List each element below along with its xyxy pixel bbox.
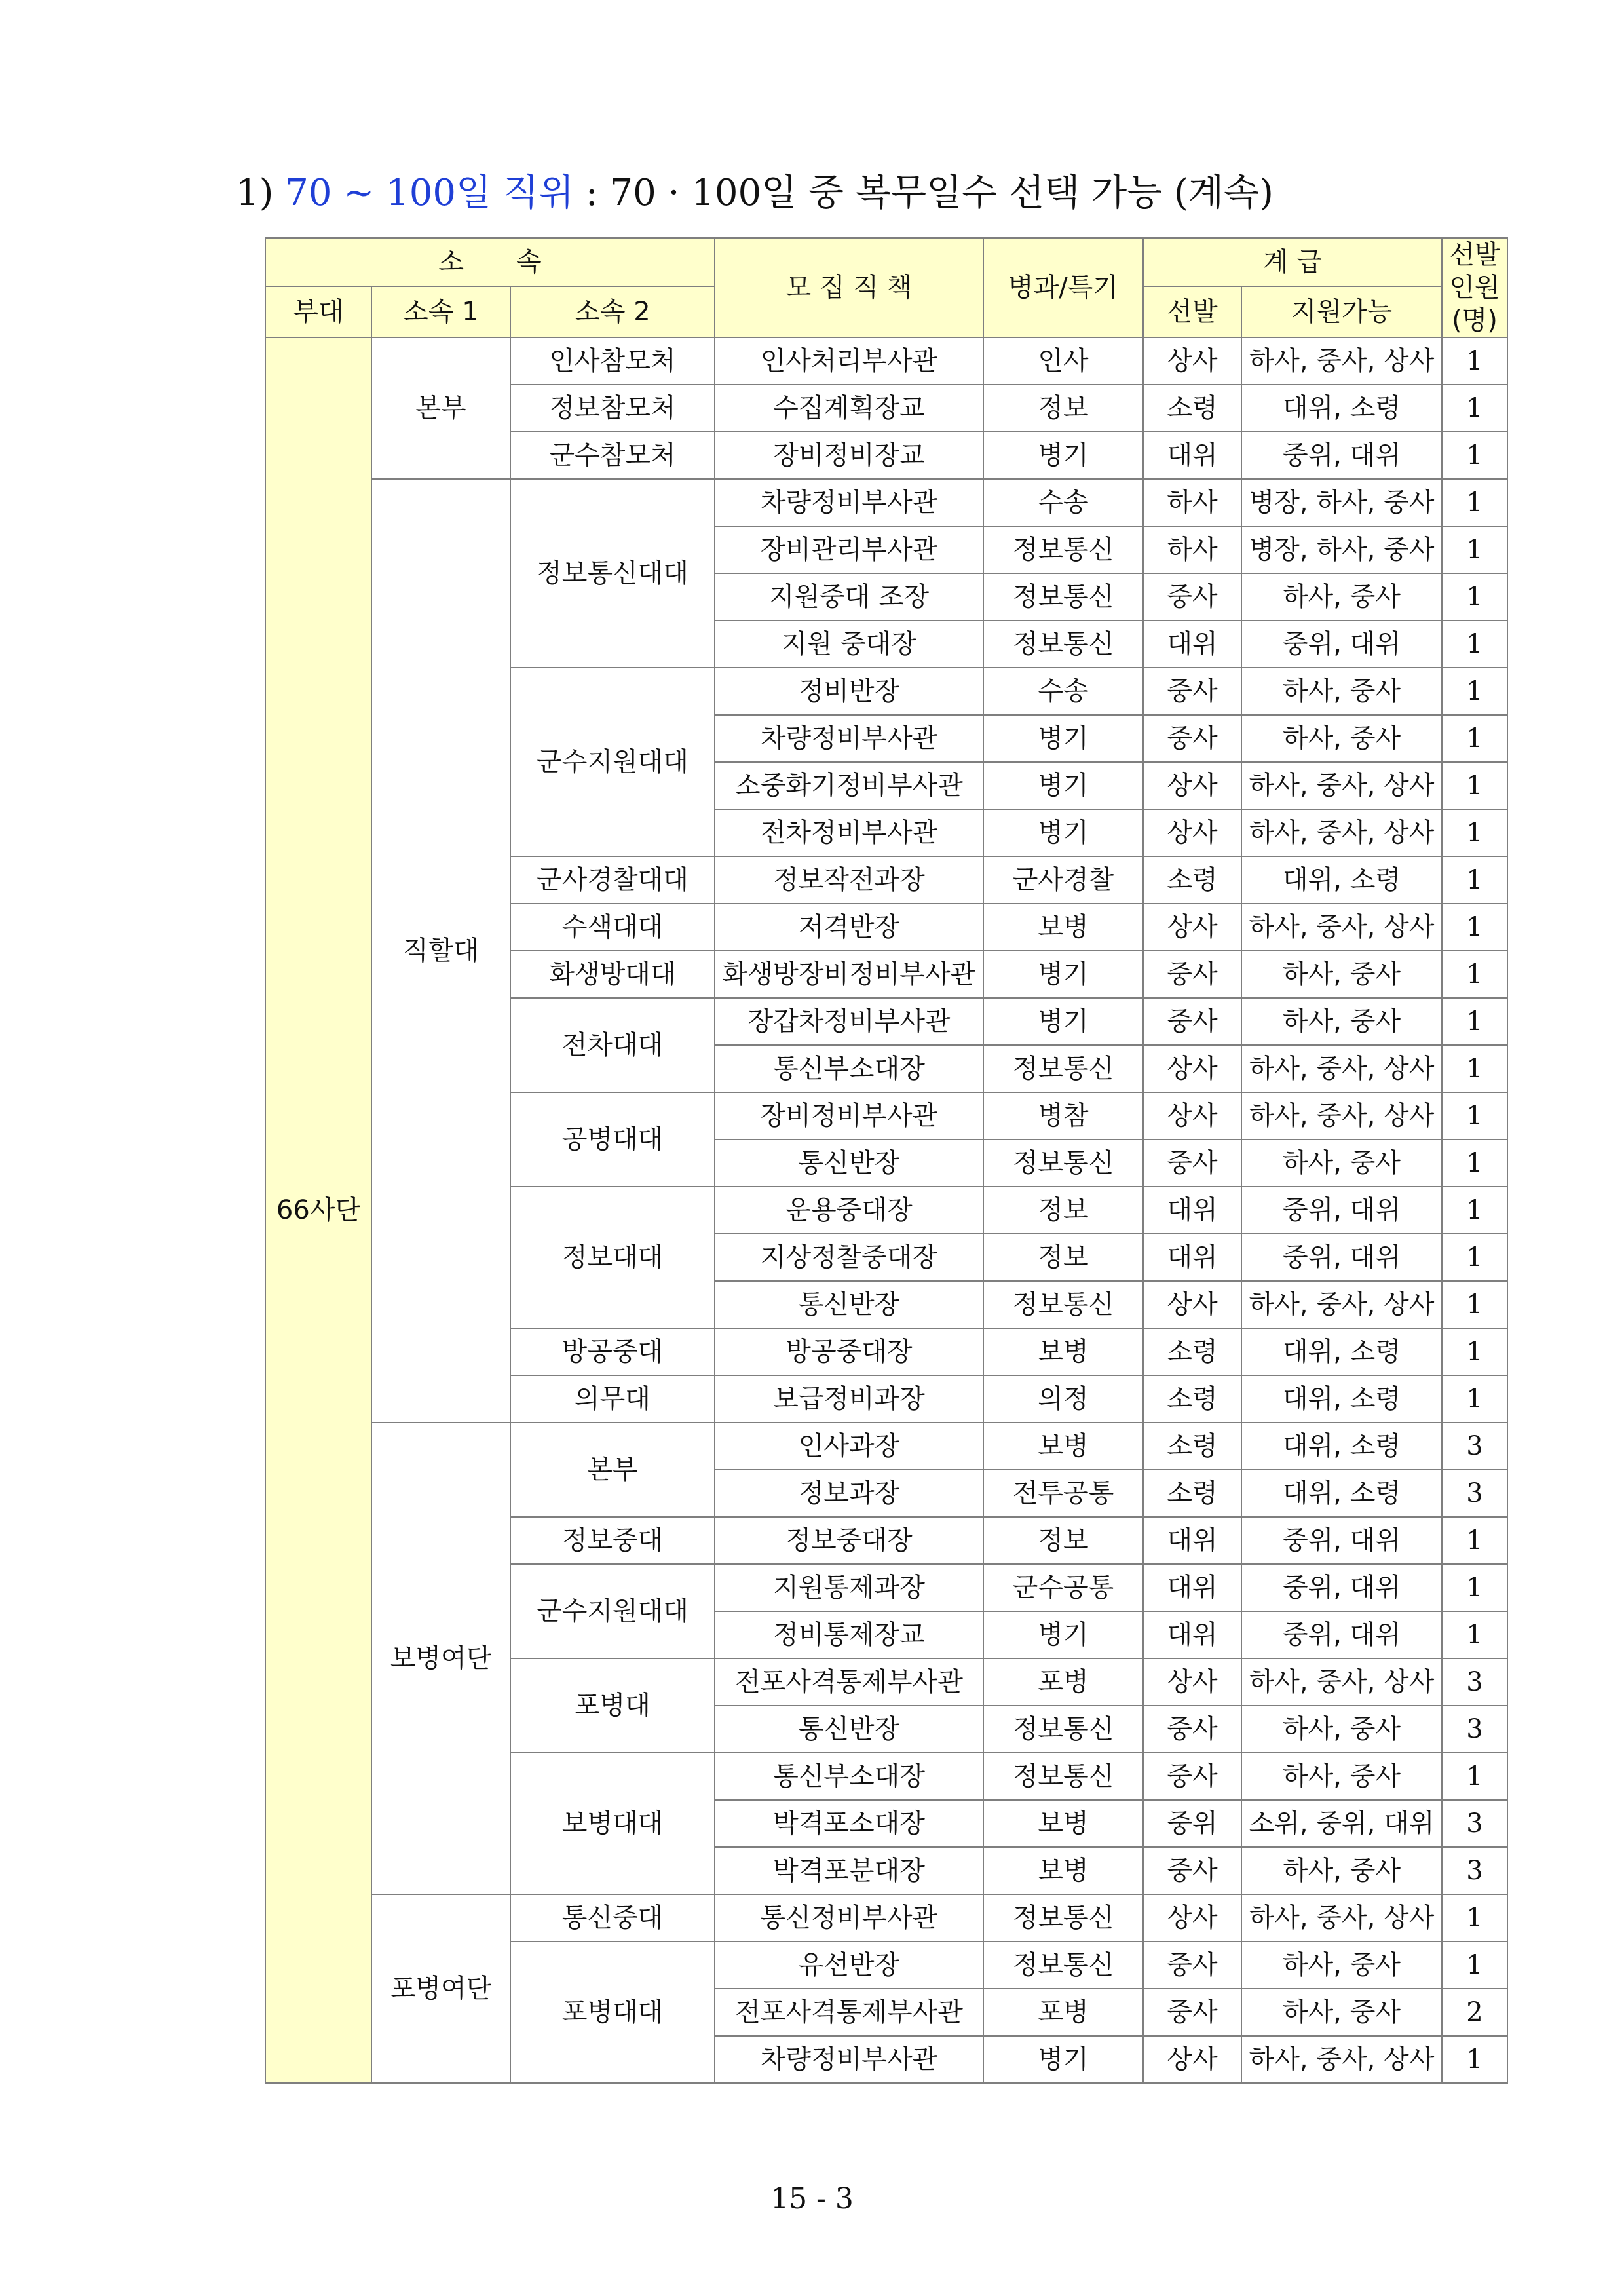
sub-cell: 군수참모처 bbox=[510, 432, 715, 479]
position-cell: 통신반장 bbox=[715, 1706, 983, 1753]
branch-cell: 전투공통 bbox=[983, 1470, 1143, 1517]
branch-cell: 정보통신 bbox=[983, 1706, 1143, 1753]
header-rank-selected: 선발 bbox=[1143, 286, 1241, 337]
title-highlight: 70 ~ 100일 직위 bbox=[285, 172, 575, 214]
count-cell: 1 bbox=[1442, 1281, 1507, 1328]
header-sub1: 소속 1 bbox=[371, 286, 510, 337]
eligible-cell: 대위, 소령 bbox=[1241, 1423, 1442, 1470]
header-rank: 계 급 bbox=[1143, 238, 1442, 286]
rank-cell: 상사 bbox=[1143, 904, 1241, 951]
count-cell: 3 bbox=[1442, 1706, 1507, 1753]
header-count bbox=[1442, 238, 1507, 337]
position-cell: 통신정비부사관 bbox=[715, 1894, 983, 1942]
eligible-cell: 하사, 중사, 상사 bbox=[1241, 762, 1442, 809]
rank-cell: 하사 bbox=[1143, 526, 1241, 573]
group-cell: 직할대 bbox=[371, 479, 510, 1423]
count-cell: 3 bbox=[1442, 1423, 1507, 1470]
position-cell: 수집계획장교 bbox=[715, 385, 983, 432]
header-count-line2: 인원 bbox=[1449, 273, 1500, 303]
rank-cell: 소령 bbox=[1143, 1423, 1241, 1470]
count-cell: 3 bbox=[1442, 1800, 1507, 1847]
eligible-cell: 하사, 중사 bbox=[1241, 951, 1442, 998]
position-cell: 방공중대장 bbox=[715, 1328, 983, 1375]
branch-cell: 포병 bbox=[983, 1989, 1143, 2036]
count-cell: 1 bbox=[1442, 1234, 1507, 1281]
sub-cell: 군수지원대대 bbox=[510, 668, 715, 856]
sub-cell: 군사경찰대대 bbox=[510, 856, 715, 904]
rank-cell: 상사 bbox=[1143, 1281, 1241, 1328]
sub-cell: 인사참모처 bbox=[510, 337, 715, 385]
position-cell: 유선반장 bbox=[715, 1942, 983, 1989]
eligible-cell: 하사, 중사 bbox=[1241, 573, 1442, 621]
position-cell: 보급정비과장 bbox=[715, 1375, 983, 1423]
rank-cell: 대위 bbox=[1143, 1517, 1241, 1564]
eligible-cell: 하사, 중사, 상사 bbox=[1241, 809, 1442, 856]
count-cell: 1 bbox=[1442, 1942, 1507, 1989]
sub-cell: 군수지원대대 bbox=[510, 1564, 715, 1658]
group-cell: 본부 bbox=[371, 337, 510, 479]
count-cell: 1 bbox=[1442, 1564, 1507, 1611]
rank-cell: 상사 bbox=[1143, 1045, 1241, 1092]
header-position: 모 집 직 책 bbox=[715, 238, 983, 337]
position-cell: 정비반장 bbox=[715, 668, 983, 715]
branch-cell: 정보통신 bbox=[983, 621, 1143, 668]
count-cell: 1 bbox=[1442, 1139, 1507, 1187]
rank-cell: 소령 bbox=[1143, 1470, 1241, 1517]
eligible-cell: 병장, 하사, 중사 bbox=[1241, 479, 1442, 526]
rank-cell: 소령 bbox=[1143, 385, 1241, 432]
branch-cell: 군사경찰 bbox=[983, 856, 1143, 904]
count-cell: 3 bbox=[1442, 1847, 1507, 1894]
eligible-cell: 대위, 소령 bbox=[1241, 1470, 1442, 1517]
position-cell: 전포사격통제부사관 bbox=[715, 1989, 983, 2036]
eligible-cell: 하사, 중사 bbox=[1241, 1139, 1442, 1187]
branch-cell: 정보통신 bbox=[983, 1139, 1143, 1187]
count-cell: 1 bbox=[1442, 432, 1507, 479]
rank-cell: 상사 bbox=[1143, 2036, 1241, 2083]
rank-cell: 중사 bbox=[1143, 715, 1241, 762]
branch-cell: 병기 bbox=[983, 715, 1143, 762]
eligible-cell: 하사, 중사 bbox=[1241, 998, 1442, 1045]
eligible-cell: 중위, 대위 bbox=[1241, 1564, 1442, 1611]
eligible-cell: 하사, 중사, 상사 bbox=[1241, 1281, 1442, 1328]
count-cell: 1 bbox=[1442, 573, 1507, 621]
branch-cell: 정보 bbox=[983, 385, 1143, 432]
rank-cell: 대위 bbox=[1143, 1611, 1241, 1658]
section-title bbox=[236, 164, 1274, 223]
rank-cell: 중사 bbox=[1143, 1706, 1241, 1753]
count-cell: 1 bbox=[1442, 951, 1507, 998]
rank-cell: 하사 bbox=[1143, 479, 1241, 526]
rank-cell: 대위 bbox=[1143, 1234, 1241, 1281]
branch-cell: 병기 bbox=[983, 809, 1143, 856]
position-cell: 장비정비부사관 bbox=[715, 1092, 983, 1139]
table-row bbox=[265, 1894, 1507, 1942]
position-cell: 통신부소대장 bbox=[715, 1045, 983, 1092]
eligible-cell: 하사, 중사, 상사 bbox=[1241, 337, 1442, 385]
branch-cell: 병기 bbox=[983, 951, 1143, 998]
eligible-cell: 대위, 소령 bbox=[1241, 856, 1442, 904]
position-cell: 지상정찰중대장 bbox=[715, 1234, 983, 1281]
eligible-cell: 하사, 중사, 상사 bbox=[1241, 2036, 1442, 2083]
count-cell: 1 bbox=[1442, 1328, 1507, 1375]
eligible-cell: 하사, 중사 bbox=[1241, 1989, 1442, 2036]
position-cell: 차량정비부사관 bbox=[715, 715, 983, 762]
branch-cell: 정보통신 bbox=[983, 526, 1143, 573]
position-cell: 지원통제과장 bbox=[715, 1564, 983, 1611]
sub-cell: 정보통신대대 bbox=[510, 479, 715, 668]
position-cell: 인사처리부사관 bbox=[715, 337, 983, 385]
branch-cell: 정보 bbox=[983, 1517, 1143, 1564]
sub-cell: 방공중대 bbox=[510, 1328, 715, 1375]
count-cell: 1 bbox=[1442, 337, 1507, 385]
branch-cell: 병기 bbox=[983, 762, 1143, 809]
eligible-cell: 하사, 중사 bbox=[1241, 1847, 1442, 1894]
unit-cell: 66사단 bbox=[265, 337, 371, 2083]
eligible-cell: 대위, 소령 bbox=[1241, 1328, 1442, 1375]
eligible-cell: 하사, 중사 bbox=[1241, 1753, 1442, 1800]
position-cell: 정비통제장교 bbox=[715, 1611, 983, 1658]
eligible-cell: 중위, 대위 bbox=[1241, 1234, 1442, 1281]
branch-cell: 포병 bbox=[983, 1658, 1143, 1706]
count-cell: 1 bbox=[1442, 1375, 1507, 1423]
branch-cell: 보병 bbox=[983, 1800, 1143, 1847]
rank-cell: 중사 bbox=[1143, 1139, 1241, 1187]
count-cell: 1 bbox=[1442, 1611, 1507, 1658]
count-cell: 1 bbox=[1442, 715, 1507, 762]
count-cell: 3 bbox=[1442, 1470, 1507, 1517]
header-count-line1: 선발 bbox=[1449, 240, 1500, 270]
eligible-cell: 하사, 중사 bbox=[1241, 668, 1442, 715]
rank-cell: 상사 bbox=[1143, 1894, 1241, 1942]
position-cell: 장비정비장교 bbox=[715, 432, 983, 479]
group-cell: 보병여단 bbox=[371, 1423, 510, 1894]
rank-cell: 대위 bbox=[1143, 432, 1241, 479]
eligible-cell: 대위, 소령 bbox=[1241, 385, 1442, 432]
position-cell: 박격포분대장 bbox=[715, 1847, 983, 1894]
eligible-cell: 병장, 하사, 중사 bbox=[1241, 526, 1442, 573]
count-cell: 1 bbox=[1442, 479, 1507, 526]
count-cell: 1 bbox=[1442, 1753, 1507, 1800]
rank-cell: 중사 bbox=[1143, 1989, 1241, 2036]
rank-cell: 중위 bbox=[1143, 1800, 1241, 1847]
sub-cell: 공병대대 bbox=[510, 1092, 715, 1187]
count-cell: 1 bbox=[1442, 668, 1507, 715]
count-cell: 1 bbox=[1442, 904, 1507, 951]
eligible-cell: 대위, 소령 bbox=[1241, 1375, 1442, 1423]
eligible-cell: 하사, 중사, 상사 bbox=[1241, 1894, 1442, 1942]
sub-cell: 정보중대 bbox=[510, 1517, 715, 1564]
sub-cell: 의무대 bbox=[510, 1375, 715, 1423]
title-number: 1) bbox=[236, 172, 274, 214]
group-cell: 포병여단 bbox=[371, 1894, 510, 2083]
sub-cell: 본부 bbox=[510, 1423, 715, 1517]
position-cell: 정보중대장 bbox=[715, 1517, 983, 1564]
eligible-cell: 중위, 대위 bbox=[1241, 1611, 1442, 1658]
position-cell: 통신부소대장 bbox=[715, 1753, 983, 1800]
branch-cell: 정보통신 bbox=[983, 1045, 1143, 1092]
branch-cell: 병기 bbox=[983, 432, 1143, 479]
header-affiliation: 소 속 bbox=[265, 238, 715, 286]
eligible-cell: 하사, 중사 bbox=[1241, 1942, 1442, 1989]
eligible-cell: 하사, 중사 bbox=[1241, 715, 1442, 762]
position-cell: 차량정비부사관 bbox=[715, 479, 983, 526]
sub-cell: 수색대대 bbox=[510, 904, 715, 951]
branch-cell: 병참 bbox=[983, 1092, 1143, 1139]
table-row bbox=[265, 1423, 1507, 1470]
branch-cell: 군수공통 bbox=[983, 1564, 1143, 1611]
branch-cell: 정보통신 bbox=[983, 1753, 1143, 1800]
eligible-cell: 중위, 대위 bbox=[1241, 432, 1442, 479]
count-cell: 1 bbox=[1442, 998, 1507, 1045]
eligible-cell: 중위, 대위 bbox=[1241, 621, 1442, 668]
rank-cell: 대위 bbox=[1143, 1187, 1241, 1234]
rank-cell: 중사 bbox=[1143, 1753, 1241, 1800]
sub-cell: 정보대대 bbox=[510, 1187, 715, 1328]
branch-cell: 의정 bbox=[983, 1375, 1143, 1423]
branch-cell: 정보통신 bbox=[983, 573, 1143, 621]
rank-cell: 상사 bbox=[1143, 762, 1241, 809]
eligible-cell: 소위, 중위, 대위 bbox=[1241, 1800, 1442, 1847]
branch-cell: 정보 bbox=[983, 1234, 1143, 1281]
count-cell: 1 bbox=[1442, 1894, 1507, 1942]
branch-cell: 정보통신 bbox=[983, 1894, 1143, 1942]
count-cell: 1 bbox=[1442, 1517, 1507, 1564]
table-body bbox=[265, 337, 1507, 2083]
rank-cell: 상사 bbox=[1143, 337, 1241, 385]
header-count-line3: (명) bbox=[1452, 305, 1498, 335]
recruitment-table bbox=[265, 237, 1508, 2084]
rank-cell: 소령 bbox=[1143, 1375, 1241, 1423]
count-cell: 1 bbox=[1442, 1092, 1507, 1139]
sub-cell: 화생방대대 bbox=[510, 951, 715, 998]
rank-cell: 소령 bbox=[1143, 856, 1241, 904]
sub-cell: 포병대 bbox=[510, 1658, 715, 1753]
count-cell: 2 bbox=[1442, 1989, 1507, 2036]
rank-cell: 상사 bbox=[1143, 1658, 1241, 1706]
position-cell: 전포사격통제부사관 bbox=[715, 1658, 983, 1706]
position-cell: 화생방장비정비부사관 bbox=[715, 951, 983, 998]
position-cell: 통신반장 bbox=[715, 1139, 983, 1187]
page-number: 15 - 3 bbox=[770, 2182, 854, 2215]
position-cell: 정보과장 bbox=[715, 1470, 983, 1517]
rank-cell: 중사 bbox=[1143, 951, 1241, 998]
branch-cell: 보병 bbox=[983, 1847, 1143, 1894]
table-row bbox=[265, 337, 1507, 385]
eligible-cell: 하사, 중사 bbox=[1241, 1706, 1442, 1753]
table-row bbox=[265, 479, 1507, 526]
position-cell: 지원중대 조장 bbox=[715, 573, 983, 621]
count-cell: 1 bbox=[1442, 621, 1507, 668]
count-cell: 3 bbox=[1442, 1658, 1507, 1706]
rank-cell: 상사 bbox=[1143, 809, 1241, 856]
branch-cell: 보병 bbox=[983, 904, 1143, 951]
count-cell: 1 bbox=[1442, 856, 1507, 904]
count-cell: 1 bbox=[1442, 1187, 1507, 1234]
header-sub2: 소속 2 bbox=[510, 286, 715, 337]
branch-cell: 병기 bbox=[983, 998, 1143, 1045]
count-cell: 1 bbox=[1442, 2036, 1507, 2083]
position-cell: 장비관리부사관 bbox=[715, 526, 983, 573]
position-cell: 운용중대장 bbox=[715, 1187, 983, 1234]
rank-cell: 상사 bbox=[1143, 1092, 1241, 1139]
sub-cell: 정보참모처 bbox=[510, 385, 715, 432]
eligible-cell: 하사, 중사, 상사 bbox=[1241, 1092, 1442, 1139]
branch-cell: 인사 bbox=[983, 337, 1143, 385]
rank-cell: 중사 bbox=[1143, 668, 1241, 715]
branch-cell: 병기 bbox=[983, 2036, 1143, 2083]
position-cell: 정보작전과장 bbox=[715, 856, 983, 904]
branch-cell: 수송 bbox=[983, 479, 1143, 526]
count-cell: 1 bbox=[1442, 385, 1507, 432]
sub-cell: 포병대대 bbox=[510, 1942, 715, 2083]
sub-cell: 통신중대 bbox=[510, 1894, 715, 1942]
eligible-cell: 하사, 중사, 상사 bbox=[1241, 1658, 1442, 1706]
rank-cell: 대위 bbox=[1143, 1564, 1241, 1611]
position-cell: 지원 중대장 bbox=[715, 621, 983, 668]
eligible-cell: 중위, 대위 bbox=[1241, 1517, 1442, 1564]
sub-cell: 전차대대 bbox=[510, 998, 715, 1092]
count-cell: 1 bbox=[1442, 809, 1507, 856]
branch-cell: 수송 bbox=[983, 668, 1143, 715]
position-cell: 인사과장 bbox=[715, 1423, 983, 1470]
position-cell: 장갑차정비부사관 bbox=[715, 998, 983, 1045]
header-unit: 부대 bbox=[265, 286, 371, 337]
rank-cell: 소령 bbox=[1143, 1328, 1241, 1375]
sub-cell: 보병대대 bbox=[510, 1753, 715, 1894]
count-cell: 1 bbox=[1442, 526, 1507, 573]
branch-cell: 정보통신 bbox=[983, 1942, 1143, 1989]
rank-cell: 중사 bbox=[1143, 998, 1241, 1045]
eligible-cell: 하사, 중사, 상사 bbox=[1241, 904, 1442, 951]
position-cell: 저격반장 bbox=[715, 904, 983, 951]
position-cell: 통신반장 bbox=[715, 1281, 983, 1328]
count-cell: 1 bbox=[1442, 1045, 1507, 1092]
branch-cell: 정보 bbox=[983, 1187, 1143, 1234]
position-cell: 박격포소대장 bbox=[715, 1800, 983, 1847]
branch-cell: 정보통신 bbox=[983, 1281, 1143, 1328]
branch-cell: 보병 bbox=[983, 1328, 1143, 1375]
eligible-cell: 중위, 대위 bbox=[1241, 1187, 1442, 1234]
position-cell: 전차정비부사관 bbox=[715, 809, 983, 856]
position-cell: 소중화기정비부사관 bbox=[715, 762, 983, 809]
branch-cell: 보병 bbox=[983, 1423, 1143, 1470]
eligible-cell: 하사, 중사, 상사 bbox=[1241, 1045, 1442, 1092]
branch-cell: 병기 bbox=[983, 1611, 1143, 1658]
header-branch: 병과/특기 bbox=[983, 238, 1143, 337]
position-cell: 차량정비부사관 bbox=[715, 2036, 983, 2083]
rank-cell: 중사 bbox=[1143, 573, 1241, 621]
header-rank-eligible: 지원가능 bbox=[1241, 286, 1442, 337]
title-rest: : 70 · 100일 중 복무일수 선택 가능 (계속) bbox=[574, 172, 1274, 214]
rank-cell: 중사 bbox=[1143, 1847, 1241, 1894]
count-cell: 1 bbox=[1442, 762, 1507, 809]
rank-cell: 중사 bbox=[1143, 1942, 1241, 1989]
rank-cell: 대위 bbox=[1143, 621, 1241, 668]
